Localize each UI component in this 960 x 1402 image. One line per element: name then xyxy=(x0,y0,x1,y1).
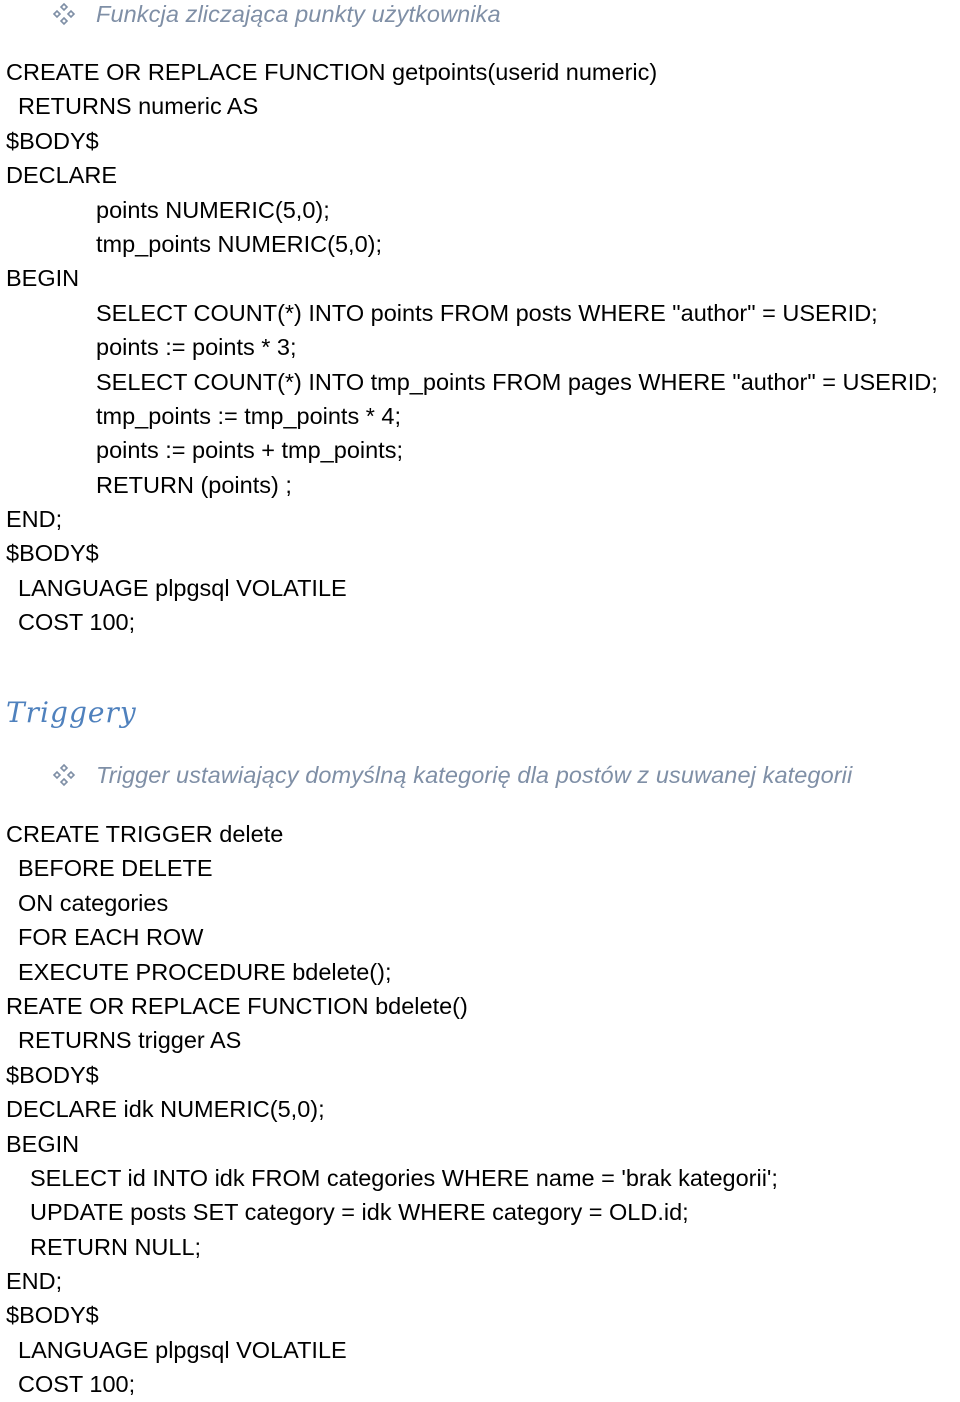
code-line: CREATE TRIGGER delete xyxy=(6,821,284,847)
code-line: CREATE OR REPLACE FUNCTION getpoints(userid numeric) xyxy=(6,59,658,85)
code-line: REATE OR REPLACE FUNCTION bdelete() xyxy=(6,992,468,1019)
diamond-bullet-icon xyxy=(52,763,76,787)
trigger-heading xyxy=(52,758,852,792)
code-line: tmp_points NUMERIC(5,0); xyxy=(96,230,382,257)
diamond-bullet-icon xyxy=(52,2,76,26)
function-code-block xyxy=(0,55,938,640)
code-line: SELECT COUNT(*) INTO points FROM posts WHERE "author" = USERID; xyxy=(96,299,878,326)
code-line: RETURNS trigger AS xyxy=(18,1027,242,1054)
section-title-triggery: Triggery xyxy=(6,696,137,729)
code-line: BEGIN xyxy=(6,265,80,292)
code-line: $BODY$ xyxy=(6,127,99,154)
code-line: ON categories xyxy=(18,889,169,916)
code-line: SELECT COUNT(*) INTO tmp_points FROM pages WHERE "author" = USERID; xyxy=(96,368,938,395)
code-line: EXECUTE PROCEDURE bdelete(); xyxy=(18,958,392,985)
code-line: tmp_points := tmp_points * 4; xyxy=(96,402,402,429)
function-heading xyxy=(52,0,501,31)
code-line: COST 100; xyxy=(18,609,136,636)
code-line: END; xyxy=(6,506,63,533)
code-line: RETURN NULL; xyxy=(30,1233,202,1260)
function-heading-text: Funkcja zliczająca punkty użytkownika xyxy=(96,0,501,27)
code-line: $BODY$ xyxy=(6,1061,99,1088)
code-line: DECLARE idk NUMERIC(5,0); xyxy=(6,1096,325,1123)
code-line: BEFORE DELETE xyxy=(18,855,213,882)
code-line: $BODY$ xyxy=(6,540,99,567)
code-line: SELECT id INTO idk FROM categories WHERE name = 'brak kategorii'; xyxy=(30,1164,778,1191)
trigger-code-block xyxy=(0,817,778,1402)
code-line: LANGUAGE plpgsql VOLATILE xyxy=(18,574,347,601)
code-line: points NUMERIC(5,0); xyxy=(96,196,330,223)
code-line: points := points * 3; xyxy=(96,334,297,361)
code-line: points := points + tmp_points; xyxy=(96,437,403,464)
code-line: RETURNS numeric AS xyxy=(18,93,259,120)
trigger-heading-text: Trigger ustawiający domyślną kategorię dla postów z usuwanej kategorii xyxy=(96,761,853,788)
code-line: END; xyxy=(6,1268,63,1295)
code-line: BEGIN xyxy=(6,1130,80,1157)
code-line: $BODY$ xyxy=(6,1302,99,1329)
code-line: RETURN (points) ; xyxy=(96,471,292,498)
code-line: LANGUAGE plpgsql VOLATILE xyxy=(18,1336,347,1363)
code-line: COST 100; xyxy=(18,1371,136,1398)
code-line: UPDATE posts SET category = idk WHERE category = OLD.id; xyxy=(30,1199,689,1226)
code-line: DECLARE xyxy=(6,162,118,189)
code-line: FOR EACH ROW xyxy=(18,924,204,951)
